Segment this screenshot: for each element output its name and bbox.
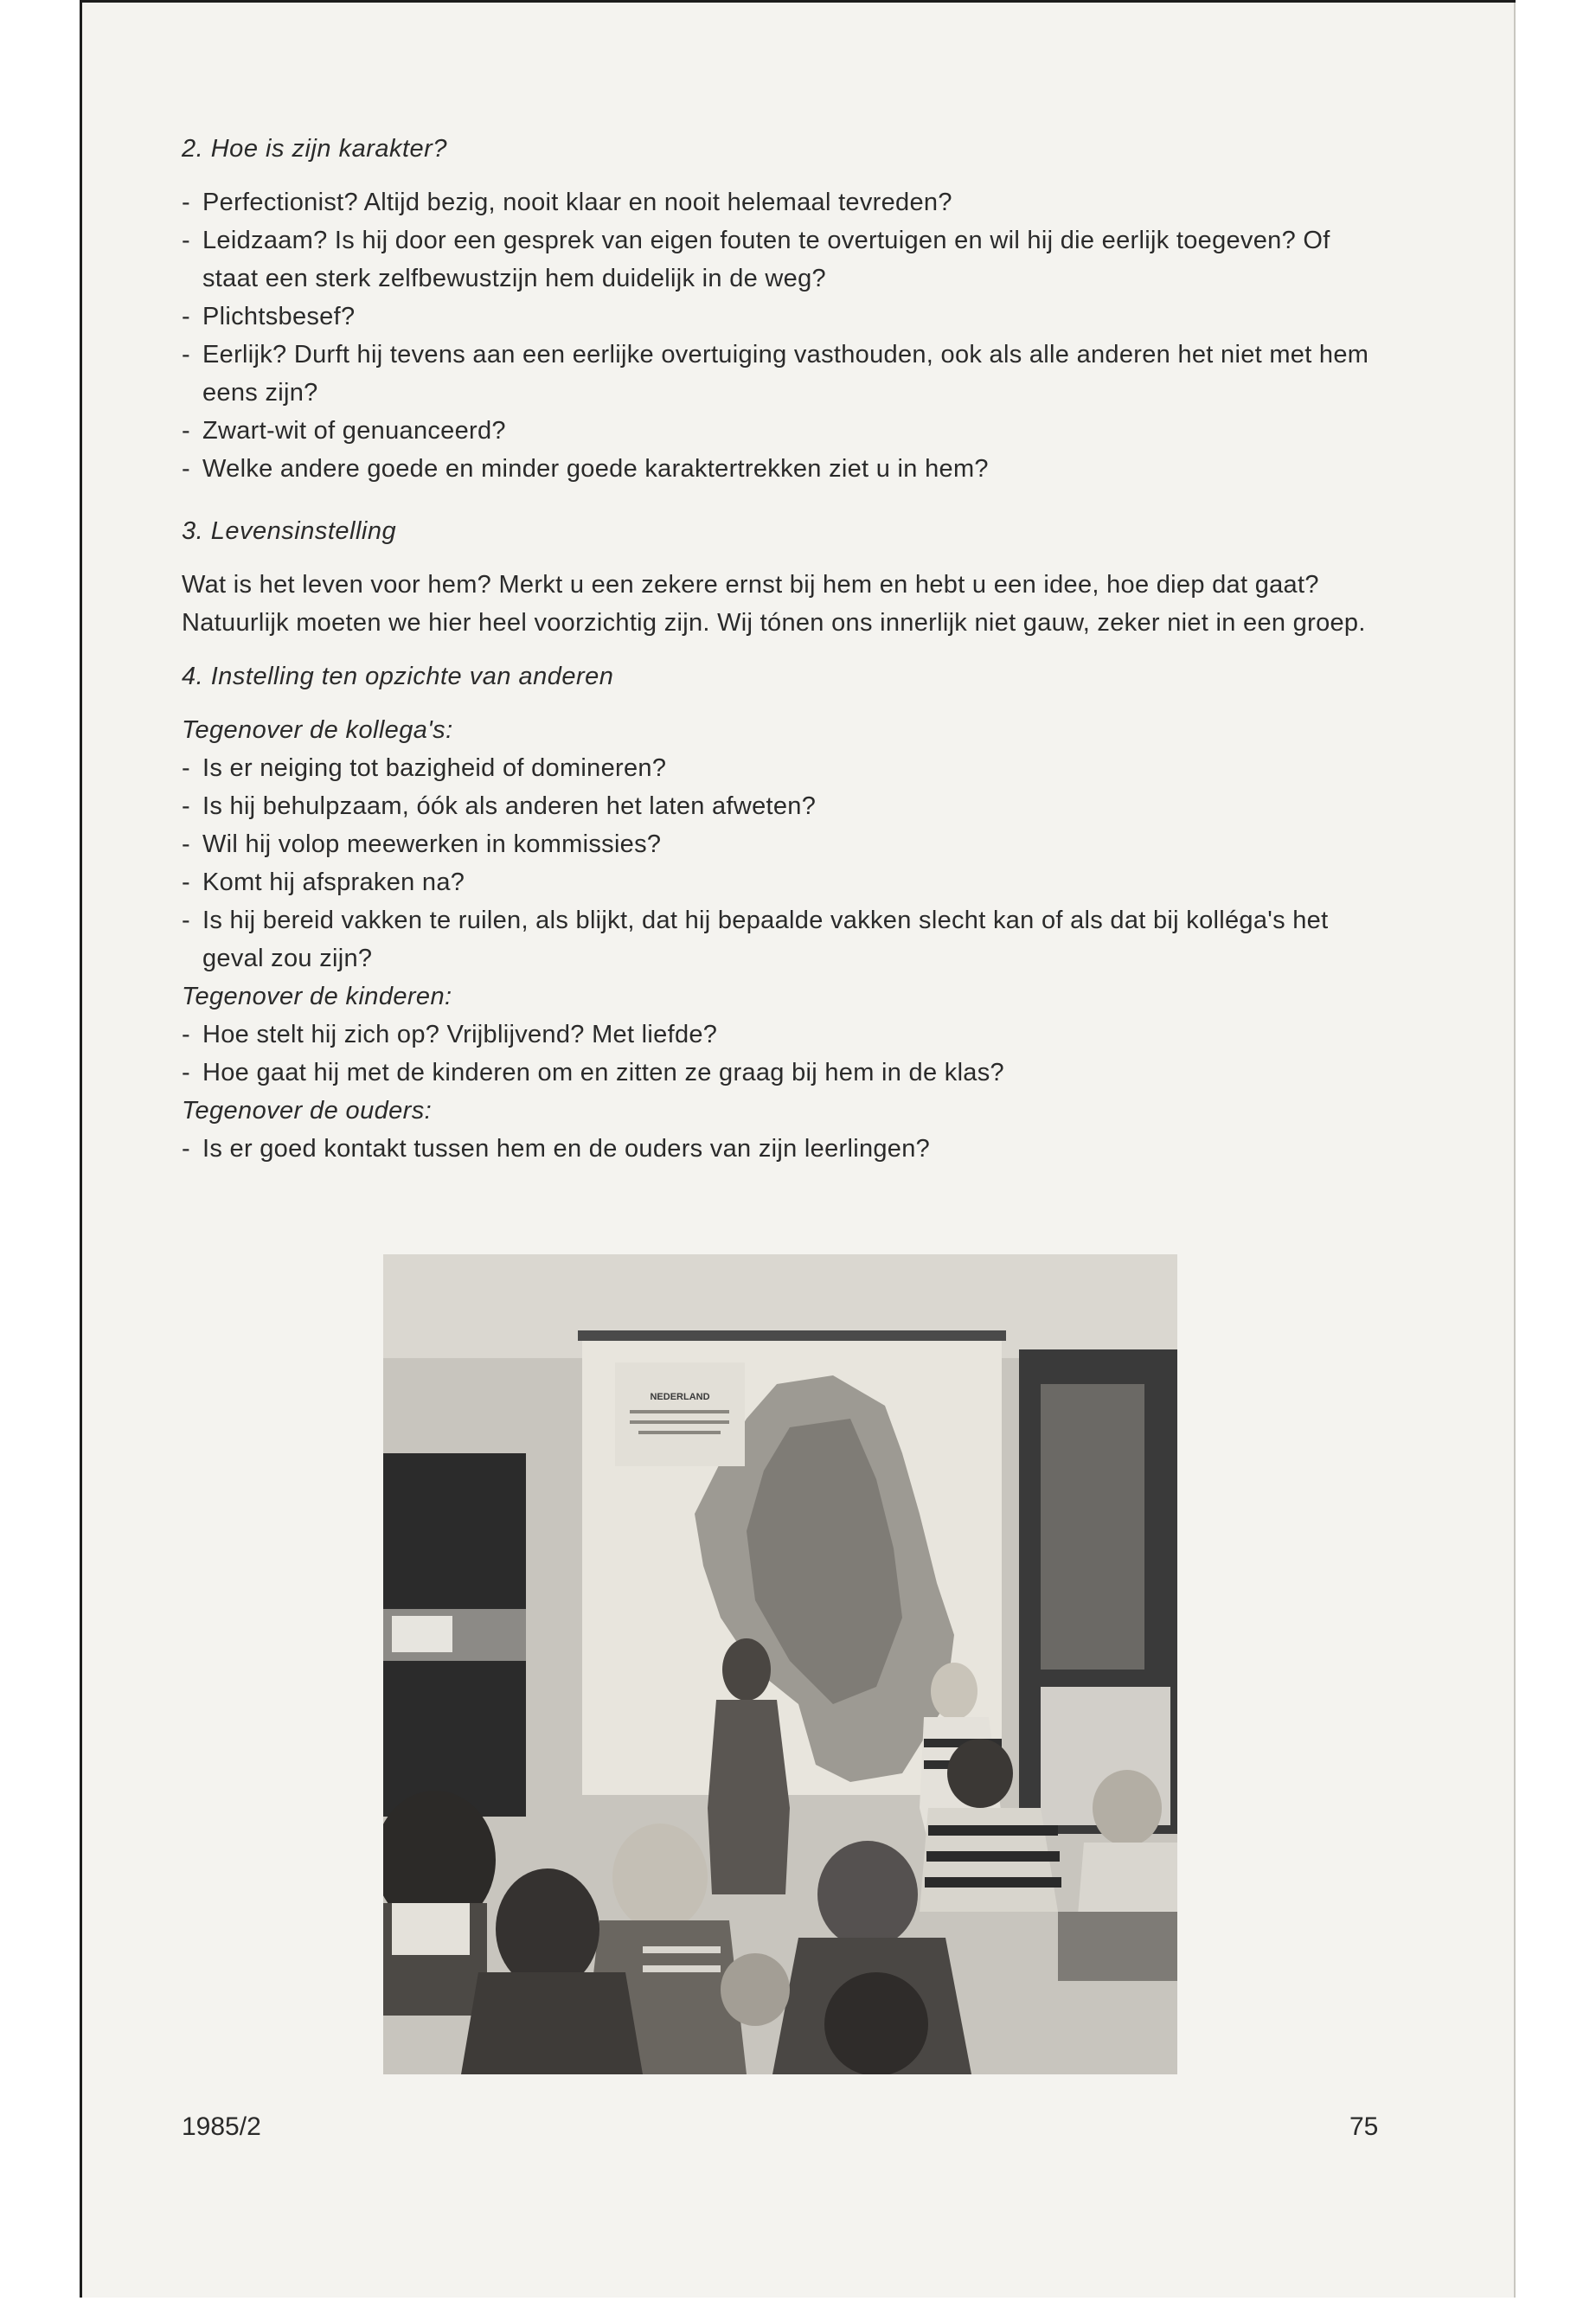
list-item: - Is er neiging tot bazigheid of domineren? (182, 754, 667, 782)
list-item: - Zwart-wit of genuanceerd? (182, 417, 506, 445)
list-item: - Is hij bereid vakken te ruilen, als blijkt, dat hij bepaalde vakken slecht kan of als dat bij kolléga's het geval zou zijn? (182, 907, 1329, 972)
classroom-photo (383, 1254, 1177, 2074)
list-item: - Hoe gaat hij met de kinderen om en zitten ze graag bij hem in de klas? (182, 1059, 1004, 1086)
list-item: - Leidzaam? Is hij door een gesprek van eigen fouten te overtuigen en wil hij die eerlijk toegeven? Of staat een sterk zelfbewustzijn hem duidelijk in de weg? (182, 227, 1330, 292)
children-label: Tegenover de kinderen: (182, 983, 452, 1010)
list-item: - Perfectionist? Altijd bezig, nooit klaar en nooit helemaal tevreden? (182, 189, 952, 216)
list-item: - Komt hij afspraken na? (182, 868, 465, 896)
list-item: - Hoe stelt hij zich op? Vrijblijvend? Met liefde? (182, 1021, 718, 1048)
classroom-photo-illustration (383, 1254, 1177, 2074)
colleagues-label: Tegenover de kollega's: (182, 716, 453, 744)
parents-label: Tegenover de ouders: (182, 1097, 433, 1125)
section-4-heading: 4. Instelling ten opzichte van anderen (182, 663, 614, 690)
section-3-paragraph-1: Wat is het leven voor hem? Merkt u een zekere ernst bij hem en hebt u een idee, hoe diep dat gaat? (182, 571, 1319, 599)
list-item: - Eerlijk? Durft hij tevens aan een eerlijke overtuiging vasthouden, ook als alle anderen het niet met hem eens zijn? (182, 341, 1369, 407)
issue-number: 1985/2 (182, 2112, 261, 2141)
section-3-heading: 3. Levensinstelling (182, 517, 397, 545)
map-title: NEDERLAND (650, 1392, 710, 1402)
list-item: - Is hij behulpzaam, óók als anderen het laten afweten? (182, 792, 817, 820)
section-2-heading: 2. Hoe is zijn karakter? (182, 135, 447, 163)
page-number: 75 (1349, 2112, 1379, 2141)
list-item: - Welke andere goede en minder goede karaktertrekken ziet u in hem? (182, 455, 989, 483)
page-top-edge (80, 0, 1516, 3)
list-item: - Plichtsbesef? (182, 303, 356, 330)
list-item: - Wil hij volop meewerken in kommissies? (182, 830, 662, 858)
section-3-paragraph-2: Natuurlijk moeten we hier heel voorzichtig zijn. Wij tónen ons innerlijk niet gauw, zeker niet in een groep. (182, 609, 1366, 637)
page-content (182, 130, 1384, 1168)
section-2-list (182, 183, 1384, 488)
list-item: - Is er goed kontakt tussen hem en de ouders van zijn leerlingen? (182, 1135, 931, 1163)
